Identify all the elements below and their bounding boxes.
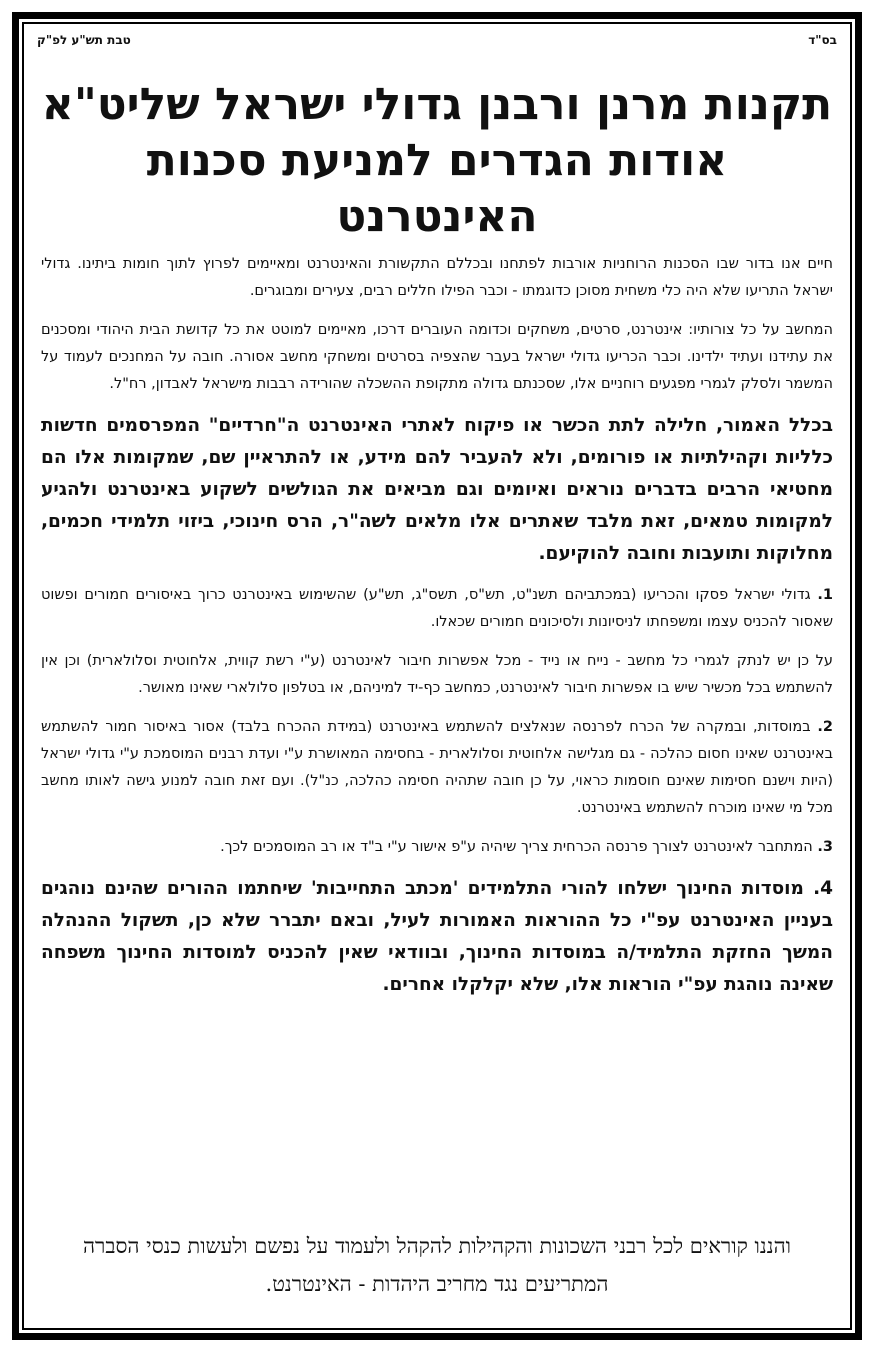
document-body: [41, 251, 833, 1013]
computer-paragraph: המחשב על כל צורותיו: אינטרנט, סרטים, משחקים וכדומה העוברים דרכו, מאיימים למוטט את כל קדושת הבית היהודי ומסכנים את עתידנו ועתיד ילדינו. וכבר הכריעו גדולי ישראל בעבר שהצפיה בסרטים ומשחקי מחשב אסורה. חובה על המחנכים לעמוד על המשמר ולסלק לגמרי מפגעים רוחניים אלו, שסכנתם גדולה מתקופת ההשכלה שהורידה רבבות מישראל לאבדון, רח"ל.: [41, 322, 833, 392]
closing-line-2: המתריעים נגד מחריב היהדות - האינטרנט.: [265, 1272, 609, 1296]
rule-2-text: במוסדות, ובמקרה של הכרח לפרנסה שנאלצים להשתמש באינטרנט (במידת ההכרח בלבד) אסור באיסור חמור להשתמש באינטרנט שאינו חסום כהלכה - גם מגלישה אלחוטית וסלולארית - בחסימה המאושרת ע"י ועדת רבנים המוסמכת ע"י גדולי ישראל (היות וישנם חסימות שאינם חוסמות כראוי, על כן חובה שתהיה חסימה כהלכה, כנ"ל). ועם זאת חובה למנוע גישה לאותו מחשב מכל מי שאינו מוכרח להשתמש באינטרנט.: [41, 719, 833, 816]
page-title: [39, 77, 835, 245]
document-frame: [12, 12, 862, 1340]
intro-paragraph: חיים אנו בדור שבו הסכנות הרוחניות אורבות לפתחנו ובכללם התקשורת והאינטרנט ומאיימים לפרוץ לתוך חומות ביתינו. גדולי ישראל התריעו שלא היה כלי משחית מסוכן כדוגמתו - וכבר הפילו חללים רבים, צעירים ומבוגרים.: [41, 256, 833, 299]
rule-3-text: המתחבר לאינטרנט לצורך פרנסה הכרחית צריך שיהיה ע"פ אישור ע"י ב"ד או רב המוסמכים לכך.: [220, 839, 813, 855]
rule-1-text: גדולי ישראל פסקו והכריעו (במכתביהם תשנ"ט, תש"ס, תשס"ג, תש"ע) שהשימוש באינטרנט כרוך באיסורים חמורים ופשוט שאסור להכניס עצמו ומשפחתו לניסיונות ולסיכונים חמורים שכאלו.: [41, 587, 833, 630]
title-line-2: אודות הגדרים למניעת סכנות האינטרנט: [146, 135, 728, 242]
rule-4: [41, 873, 833, 1001]
rule-2-number: 2.: [817, 719, 834, 735]
rule-1-number: 1.: [817, 587, 833, 603]
hebrew-date: טבת תש"ע לפ"ק: [37, 33, 131, 47]
closing-call: [41, 1227, 833, 1303]
websites-paragraph: בכלל האמור, חלילה לתת הכשר או פיקוח לאתרי האינטרנט ה"חרדיים" המפרסמים חדשות כלליות וקהילתיות או פורומים, ולא להעביר להם מידע, או להתראיין שם, שמקומות אלו הם מחטיאי הרבים בדברים נוראים ואיומים וגם מביאים את הגולשים לשקוע באינטרנט ולהגיע למקומות טמאים, זאת מלבד שאתרים אלו מלאים לשה"ר, הרס חינוכי, ביזוי תלמידי חכמים, מחלוקות ותועבות וחובה להוקיעם.: [41, 415, 833, 564]
rule-4-text: מוסדות החינוך ישלחו להורי התלמידים 'מכתב התחייבות' שיחתמו ההורים שהינם נוהגים בעניין האינטרנט עפ"י כל ההוראות האמורות לעיל, ובאם יתברר שלא כן, תשקול ההנהלה המשך החזקת התלמיד/ה במוסדות החינוך, ובוודאי שאין להכניס למוסדות החינוך משפחה שאינה נוהגת עפ"י הוראות אלו, שלא יקלקלו אחרים.: [41, 878, 833, 995]
rule-3-number: 3.: [817, 839, 833, 855]
rule-1: [41, 582, 833, 636]
top-line: [37, 33, 837, 51]
title-line-1: תקנות מרנן ורבנן גדולי ישראל שליט"א: [41, 79, 833, 130]
bsd-mark: בס"ד: [808, 33, 837, 47]
rule-1-continuation: על כן יש לנתק לגמרי כל מחשב - נייח או נייד - מכל אפשרות חיבור לאינטרנט (ע"י רשת קווית, אלחוטית וסלולארית) וכן אין להשתמש בכל מכשיר שיש בו אפשרות חיבור לאינטרנט, כמחשב כף-יד למיניהם, או בטלפון סלולארי שאינו מאושר.: [41, 653, 833, 696]
rule-2: [41, 714, 833, 822]
rule-3: [41, 834, 833, 861]
rule-4-number: 4.: [813, 878, 833, 899]
closing-line-1: והננו קוראים לכל רבני השכונות והקהילות להקהל ולעמוד על נפשם ולעשות כנסי הסברה: [82, 1234, 792, 1258]
